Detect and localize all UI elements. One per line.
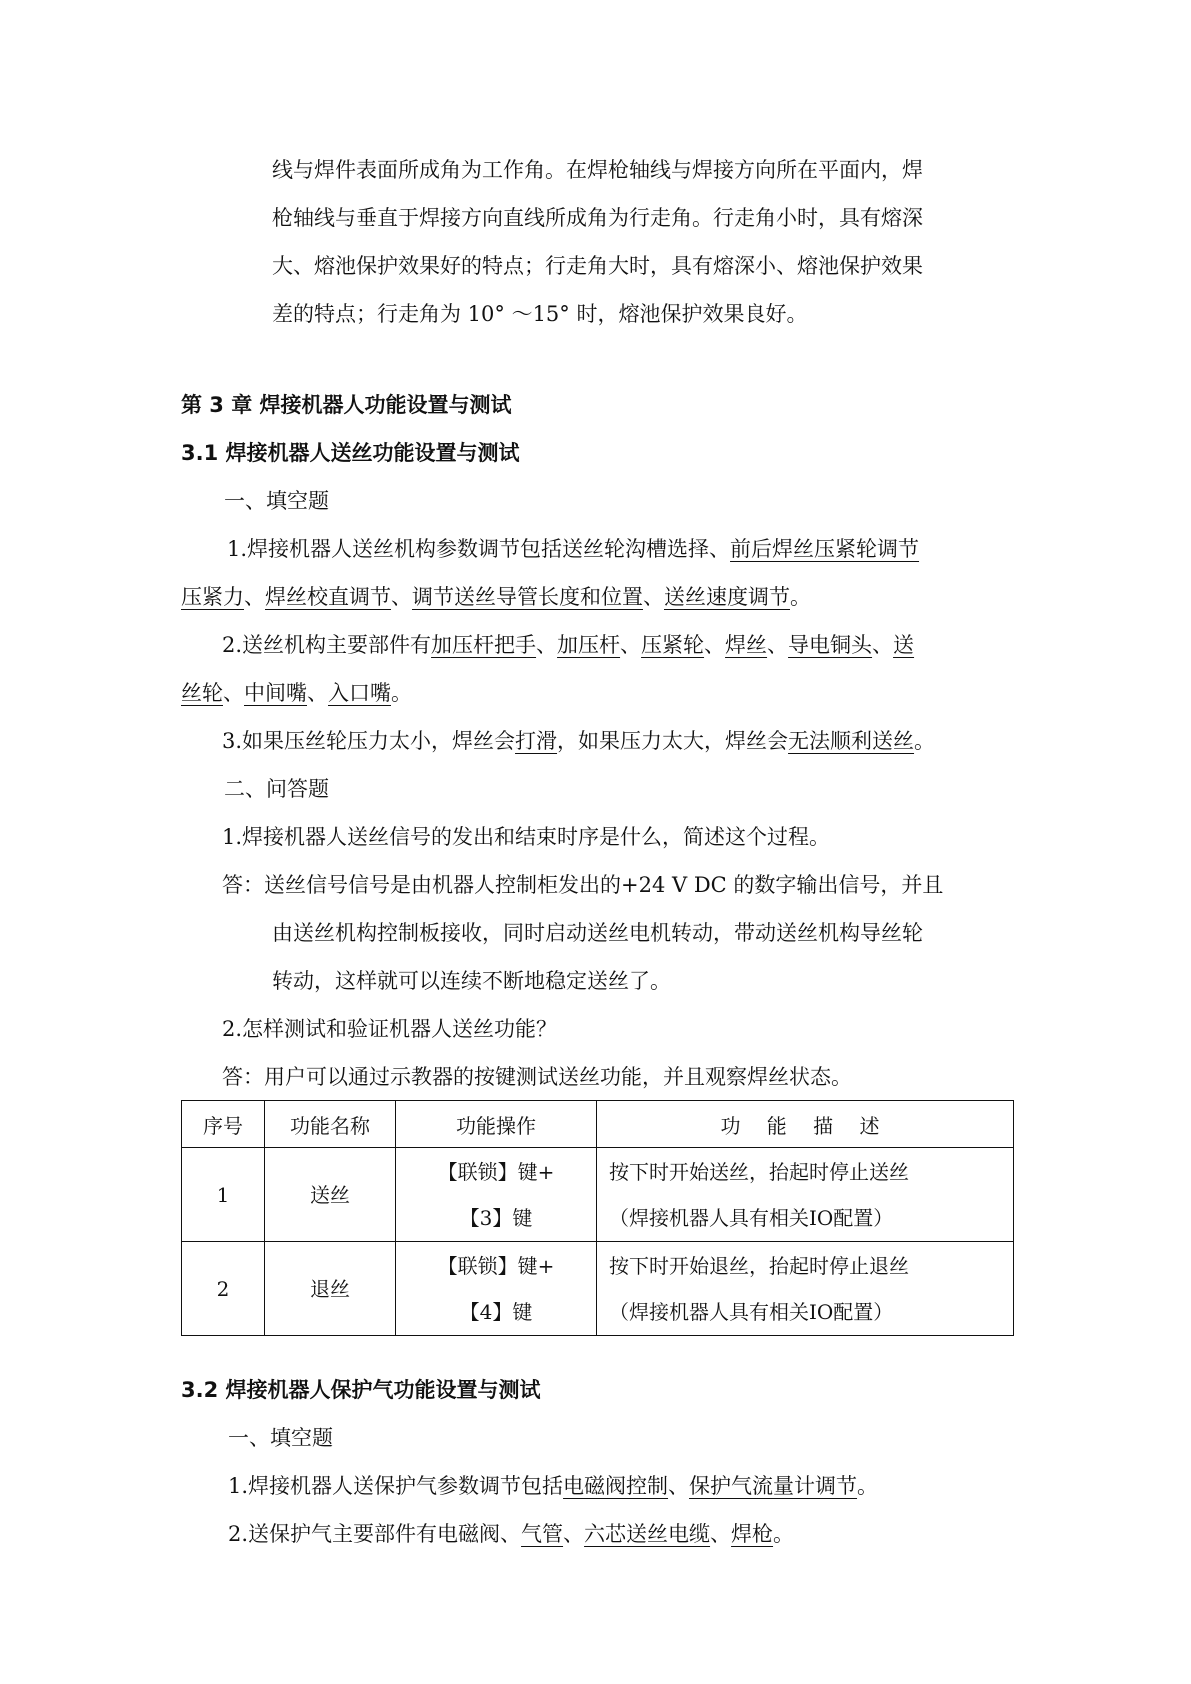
separator: 、 [767, 633, 789, 657]
header-cell: 序号 [182, 1101, 265, 1148]
question-text: 1.焊接机器人送丝机构参数调节包括送丝轮沟槽选择、 [227, 537, 731, 561]
separator: 、 [620, 633, 642, 657]
separator: 。 [790, 585, 811, 609]
answer-blank: 送丝速度调节 [664, 585, 790, 609]
fill-question-3 [222, 726, 935, 756]
description-line: 按下时开始退丝，抬起时停止退丝 [609, 1253, 909, 1278]
answer-blank: 送 [893, 633, 915, 657]
cell-function-name: 送丝 [265, 1148, 396, 1242]
header-cell: 功 能 描 述 [597, 1101, 1014, 1148]
description-line: （焊接机器人具有相关IO配置） [609, 1299, 894, 1324]
answer-blank: 加压杆把手 [431, 633, 537, 657]
separator: 、 [391, 585, 412, 609]
answer-blank: 打滑 [515, 729, 558, 753]
fill-heading: 一、填空题 [228, 1426, 333, 1450]
qa-heading: 二、问答题 [224, 777, 329, 801]
description-line: （焊接机器人具有相关IO配置） [609, 1205, 894, 1230]
question-text: 2.送丝机构主要部件有 [222, 633, 432, 657]
operation-line: 【4】键 [459, 1299, 533, 1324]
answer-blank: 前后焊丝压紧轮调节 [730, 537, 920, 561]
separator: 。 [391, 681, 412, 705]
fill-question-2 [228, 1519, 794, 1549]
intro-line: 大、熔池保护效果好的特点；行走角大时，具有熔深小、熔池保护效果 [272, 254, 923, 278]
qa-question-1: 1.焊接机器人送丝信号的发出和结束时序是什么，简述这个过程。 [222, 825, 831, 849]
intro-line: 线与焊件表面所成角为工作角。在焊枪轴线与焊接方向所在平面内，焊 [272, 158, 923, 182]
separator: 、 [536, 633, 558, 657]
question-text: ，如果压力太大，焊丝会 [557, 729, 789, 753]
table-header-row [182, 1101, 1014, 1148]
separator: 、 [668, 1474, 690, 1498]
separator: 、 [643, 585, 664, 609]
answer-blank: 焊丝 [725, 633, 768, 657]
question-text: 1.焊接机器人送保护气参数调节包括 [228, 1474, 564, 1498]
question-text: 2.送保护气主要部件有电磁阀、 [228, 1522, 522, 1546]
operation-line: 【3】键 [459, 1205, 533, 1230]
operation-line: 【联锁】键+ [437, 1159, 555, 1184]
separator: 。 [857, 1474, 879, 1498]
section-title: 3.2 焊接机器人保护气功能设置与测试 [181, 1378, 541, 1402]
answer-blank: 导电铜头 [788, 633, 873, 657]
cell-description [597, 1148, 1014, 1242]
qa-answer-line: 转动，这样就可以连续不断地稳定送丝了。 [272, 969, 671, 993]
function-table [181, 1100, 1014, 1336]
answer-blank: 保护气流量计调节 [689, 1474, 858, 1498]
fill-question-1 [228, 1471, 878, 1501]
separator: 。 [773, 1522, 795, 1546]
table-row [182, 1148, 1014, 1242]
chapter-title: 第 3 章 焊接机器人功能设置与测试 [181, 393, 512, 417]
answer-blank: 丝轮 [181, 681, 223, 705]
answer-blank: 调节送丝导管长度和位置 [412, 585, 643, 609]
separator: 、 [244, 585, 265, 609]
fill-question-1-cont [181, 582, 811, 612]
intro-line: 枪轴线与垂直于焊接方向直线所成角为行走角。行走角小时，具有熔深 [272, 206, 923, 230]
fill-heading: 一、填空题 [224, 489, 329, 513]
fill-question-2 [222, 630, 914, 660]
separator: 、 [563, 1522, 585, 1546]
qa-answer-2: 答：用户可以通过示教器的按键测试送丝功能，并且观察焊丝状态。 [222, 1065, 852, 1089]
fill-question-1 [227, 534, 919, 564]
header-cell: 功能名称 [265, 1101, 396, 1148]
answer-blank: 焊枪 [731, 1522, 774, 1546]
qa-answer-line: 答：送丝信号信号是由机器人控制柜发出的+24 V DC 的数字输出信号，并且 [222, 873, 944, 897]
header-cell: 功能操作 [396, 1101, 597, 1148]
separator: 、 [223, 681, 244, 705]
answer-blank: 中间嘴 [244, 681, 307, 705]
cell-operation [396, 1148, 597, 1242]
answer-blank: 电磁阀控制 [563, 1474, 669, 1498]
qa-question-2: 2.怎样测试和验证机器人送丝功能？ [222, 1017, 558, 1041]
answer-blank: 压紧轮 [641, 633, 705, 657]
question-text: 3.如果压丝轮压力太小，焊丝会 [222, 729, 516, 753]
fill-question-2-cont [181, 678, 412, 708]
cell-number: 2 [182, 1242, 265, 1336]
answer-blank: 加压杆 [557, 633, 621, 657]
section-title: 3.1 焊接机器人送丝功能设置与测试 [181, 441, 520, 465]
separator: 、 [710, 1522, 732, 1546]
separator: 、 [872, 633, 894, 657]
cell-number: 1 [182, 1148, 265, 1242]
cell-operation [396, 1242, 597, 1336]
answer-blank: 焊丝校直调节 [265, 585, 391, 609]
separator: 。 [914, 729, 936, 753]
answer-blank: 无法顺利送丝 [788, 729, 915, 753]
table-row [182, 1242, 1014, 1336]
separator: 、 [704, 633, 726, 657]
cell-description [597, 1242, 1014, 1336]
answer-blank: 六芯送丝电缆 [584, 1522, 711, 1546]
answer-blank: 入口嘴 [328, 681, 391, 705]
cell-function-name: 退丝 [265, 1242, 396, 1336]
answer-blank: 气管 [521, 1522, 564, 1546]
intro-line: 差的特点；行走角为 10° ～15° 时，熔池保护效果良好。 [272, 302, 808, 326]
answer-blank: 压紧力 [181, 585, 244, 609]
qa-answer-line: 由送丝机构控制板接收，同时启动送丝电机转动，带动送丝机构导丝轮 [272, 921, 923, 945]
separator: 、 [307, 681, 328, 705]
operation-line: 【联锁】键+ [437, 1253, 555, 1278]
description-line: 按下时开始送丝，抬起时停止送丝 [609, 1159, 909, 1184]
